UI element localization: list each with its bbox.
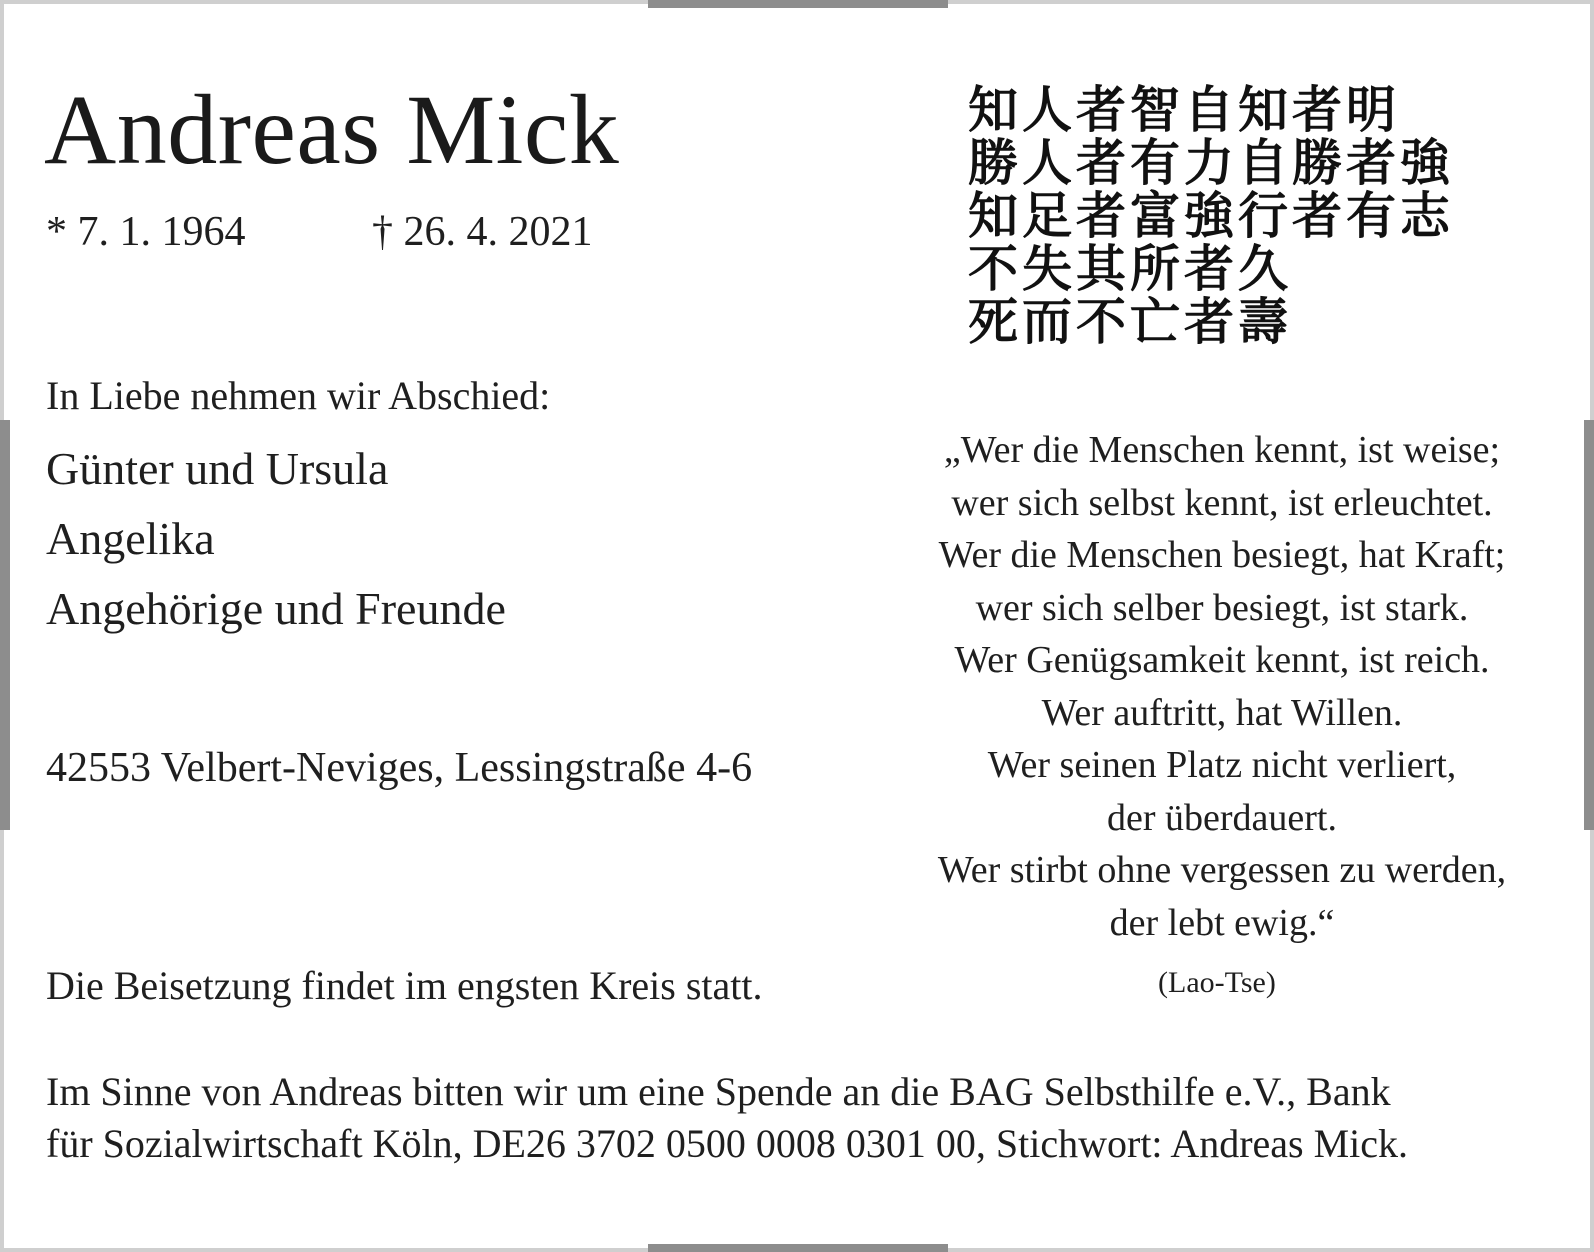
quote-line: Wer stirbt ohne vergessen zu werden, [937, 849, 1507, 891]
frame-edge [1590, 0, 1594, 420]
calligraphy-line: 不失其所者久 [968, 240, 1292, 298]
mourner-name: Günter und Ursula [46, 443, 389, 494]
quote-line: Wer Genügsamkeit kennt, ist reich. [954, 639, 1490, 681]
frame-edge [0, 420, 10, 830]
frame-edge [0, 830, 4, 1252]
quote-line: Wer auftritt, hat Willen. [1041, 691, 1403, 734]
quote-line: wer sich selber besiegt, ist stark. [975, 586, 1469, 629]
donation-request [46, 1066, 1546, 1170]
frame-edge [0, 0, 4, 420]
death-date: † 26. 4. 2021 [372, 209, 593, 255]
quote-author: (Lao-Tse) [1158, 966, 1276, 999]
frame-edge [1584, 420, 1594, 830]
chinese-calligraphy [968, 81, 1454, 351]
frame-edge [948, 0, 1594, 4]
quote-line: Wer die Menschen besiegt, hat Kraft; [938, 534, 1506, 576]
frame-edge [1590, 830, 1594, 1252]
donation-line: Im Sinne von Andreas bitten wir um eine Spende an die BAG Selbsthilfe e.V., Bank [46, 1069, 1391, 1114]
farewell-text: In Liebe nehmen wir Abschied: [46, 373, 551, 418]
calligraphy-line: 知足者富強行者有志 [968, 187, 1454, 245]
calligraphy-line: 知人者智自知者明 [968, 81, 1400, 139]
quote-line: Wer seinen Platz nicht verliert, [987, 744, 1457, 786]
calligraphy-line: 死而不亡者壽 [968, 293, 1292, 351]
calligraphy-line: 勝人者有力自勝者強 [968, 134, 1454, 192]
address: 42553 Velbert-Neviges, Lessingstraße 4-6 [46, 745, 753, 791]
burial-note: Die Beisetzung findet im engsten Kreis statt. [46, 963, 763, 1008]
mourner-name: Angehörige und Freunde [46, 583, 506, 634]
quote-line: der überdauert. [1107, 796, 1337, 839]
mourner-name: Angelika [46, 513, 215, 564]
birth-date: * 7. 1. 1964 [46, 209, 246, 255]
quote-line: der lebt ewig.“ [1109, 901, 1335, 944]
frame-edge [648, 0, 948, 8]
donation-line: für Sozialwirtschaft Köln, DE26 3702 0500 0008 0301 00, Stichwort: Andreas Mick. [46, 1121, 1409, 1166]
deceased-name: Andreas Mick [44, 74, 620, 185]
quote-line: „Wer die Menschen kennt, ist weise; [943, 429, 1501, 471]
quote-line: wer sich selbst kennt, ist erleuchtet. [951, 481, 1493, 524]
mourners-list [46, 434, 506, 644]
frame-edge [0, 1248, 648, 1252]
frame-edge [0, 0, 648, 4]
frame-edge [948, 1248, 1594, 1252]
frame-edge [648, 1244, 948, 1252]
quote-block [912, 424, 1532, 949]
